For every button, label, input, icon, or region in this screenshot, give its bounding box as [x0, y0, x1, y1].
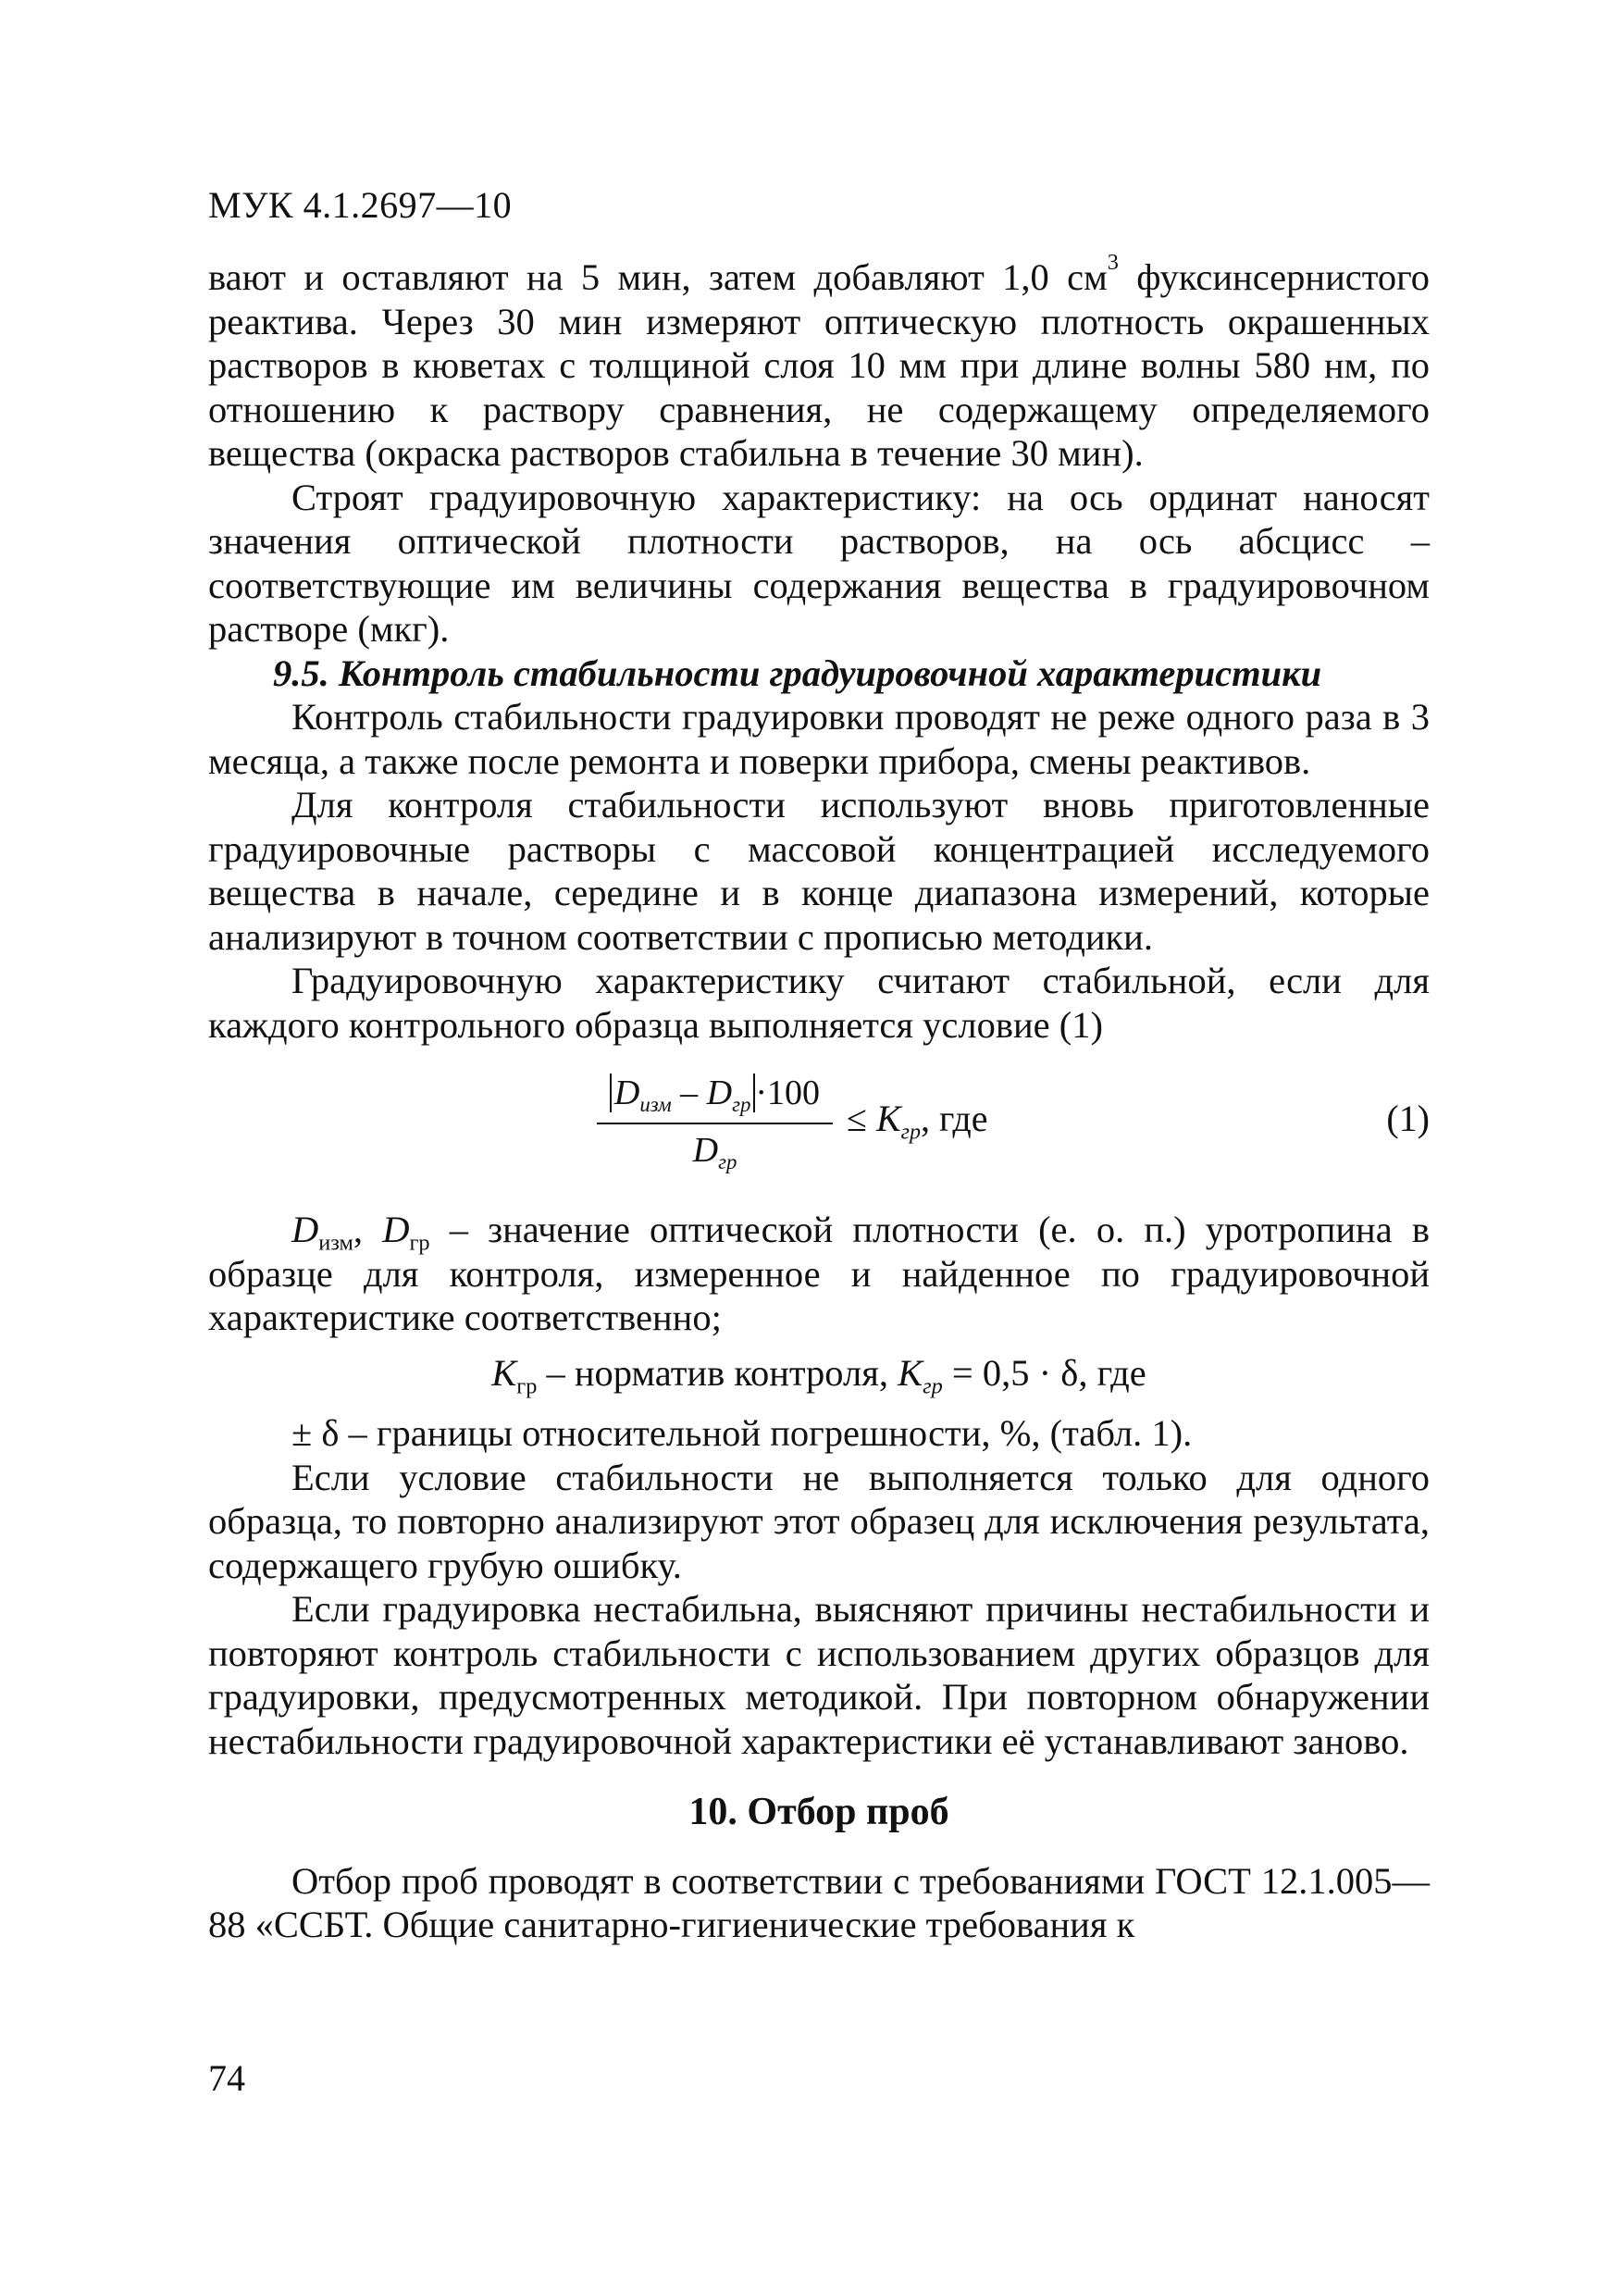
absolute-value: $D_{изм} - D_{гр}$	[610, 1074, 755, 1112]
formula-fraction	[597, 1065, 833, 1176]
superscript-3: 3	[1107, 250, 1119, 276]
paragraph-3: Контроль стабильности градуировки проводят не реже одного раза в 3 месяца, а также после ремонта и поверки прибора, смены реактивов.	[208, 696, 1430, 782]
paragraph-delta: ± δ – границы относительной погрешности, %, (табл. 1).	[291, 1412, 1193, 1454]
formula-numerator: $D_{изм} - D_{гр} \cdot 100$	[597, 1065, 833, 1124]
paragraph-5: Градуировочную характеристику считают стабильной, если для каждого контрольного образца выполняется условие (1)	[208, 960, 1430, 1046]
formula-1	[208, 1060, 1430, 1198]
paragraph-4: Для контроля стабильности используют вновь приготовленные градуировочные растворы с массовой концентрацией исследуемого вещества в начале, середине и в конце диапазона измерений, которые анализируют в точном соответствии с прописью методики.	[208, 784, 1430, 958]
formula-relation: ≤ $K_{гр}$, где	[847, 1098, 988, 1145]
page-number: 74	[208, 2057, 245, 2099]
paragraph-11: Отбор проб проводят в соответствии с требованиями ГОСТ 12.1.005—88 «ССБТ. Общие санитарно-гигиенические требования к	[208, 1859, 1430, 1945]
page-body	[208, 250, 1430, 1947]
section-title-10: 10. Отбор проб	[688, 1791, 949, 1833]
document-code-header: МУК 4.1.2697—10	[208, 184, 513, 226]
paragraph-definitions: $D_{изм}$, $D_{гр}$ – значение оптической плотности (е. о. п.) уротропина в образце для контроля, измеренное и найденное по градуировочной характеристике соответственно;	[208, 1209, 1430, 1338]
paragraph-10: Если градуировка нестабильна, выясняют причины нестабильности и повторяют контроль стабильности с использованием других образцов для градуировки, предусмотренных методикой. При повторном обнаружении нестабильности градуировочной характеристики её устанавливают заново.	[208, 1588, 1430, 1762]
paragraph-1: вают и оставляют на 5 мин, затем добавляют 1,0 $см^3$ фуксинсернистого реактива. Через 30 мин измеряют оптическую плотность окрашенных растворов в кюветах с толщиной слоя 10 мм при длине волны 580 нм, по отношению к раствору сравнения, не содержащему определяемого вещества (окраска растворов стабильна в течение 30 мин).	[208, 250, 1430, 474]
paragraph-kgr: $K_{гр}$ – норматив контроля, $K_{гр} = 0,5 \cdot \delta$, где	[491, 1351, 1146, 1398]
subheading-9-5: 9.5. Контроль стабильности градуировочной характеристики	[273, 652, 1322, 694]
paragraph-9: Если условие стабильности не выполняется только для одного образца, то повторно анализируют этот образец для исключения результата, содержащего грубую ошибку.	[208, 1456, 1430, 1586]
formula-denominator: $D_{гр}$	[692, 1131, 737, 1173]
equation-number: (1)	[1386, 1098, 1430, 1139]
paragraph-2: Строят градуировочную характеристику: на ось ординат наносят значения оптической плотности растворов, на ось абсцисс – соответствующие им величины содержания вещества в градуировочном растворе (мкг).	[208, 476, 1430, 650]
